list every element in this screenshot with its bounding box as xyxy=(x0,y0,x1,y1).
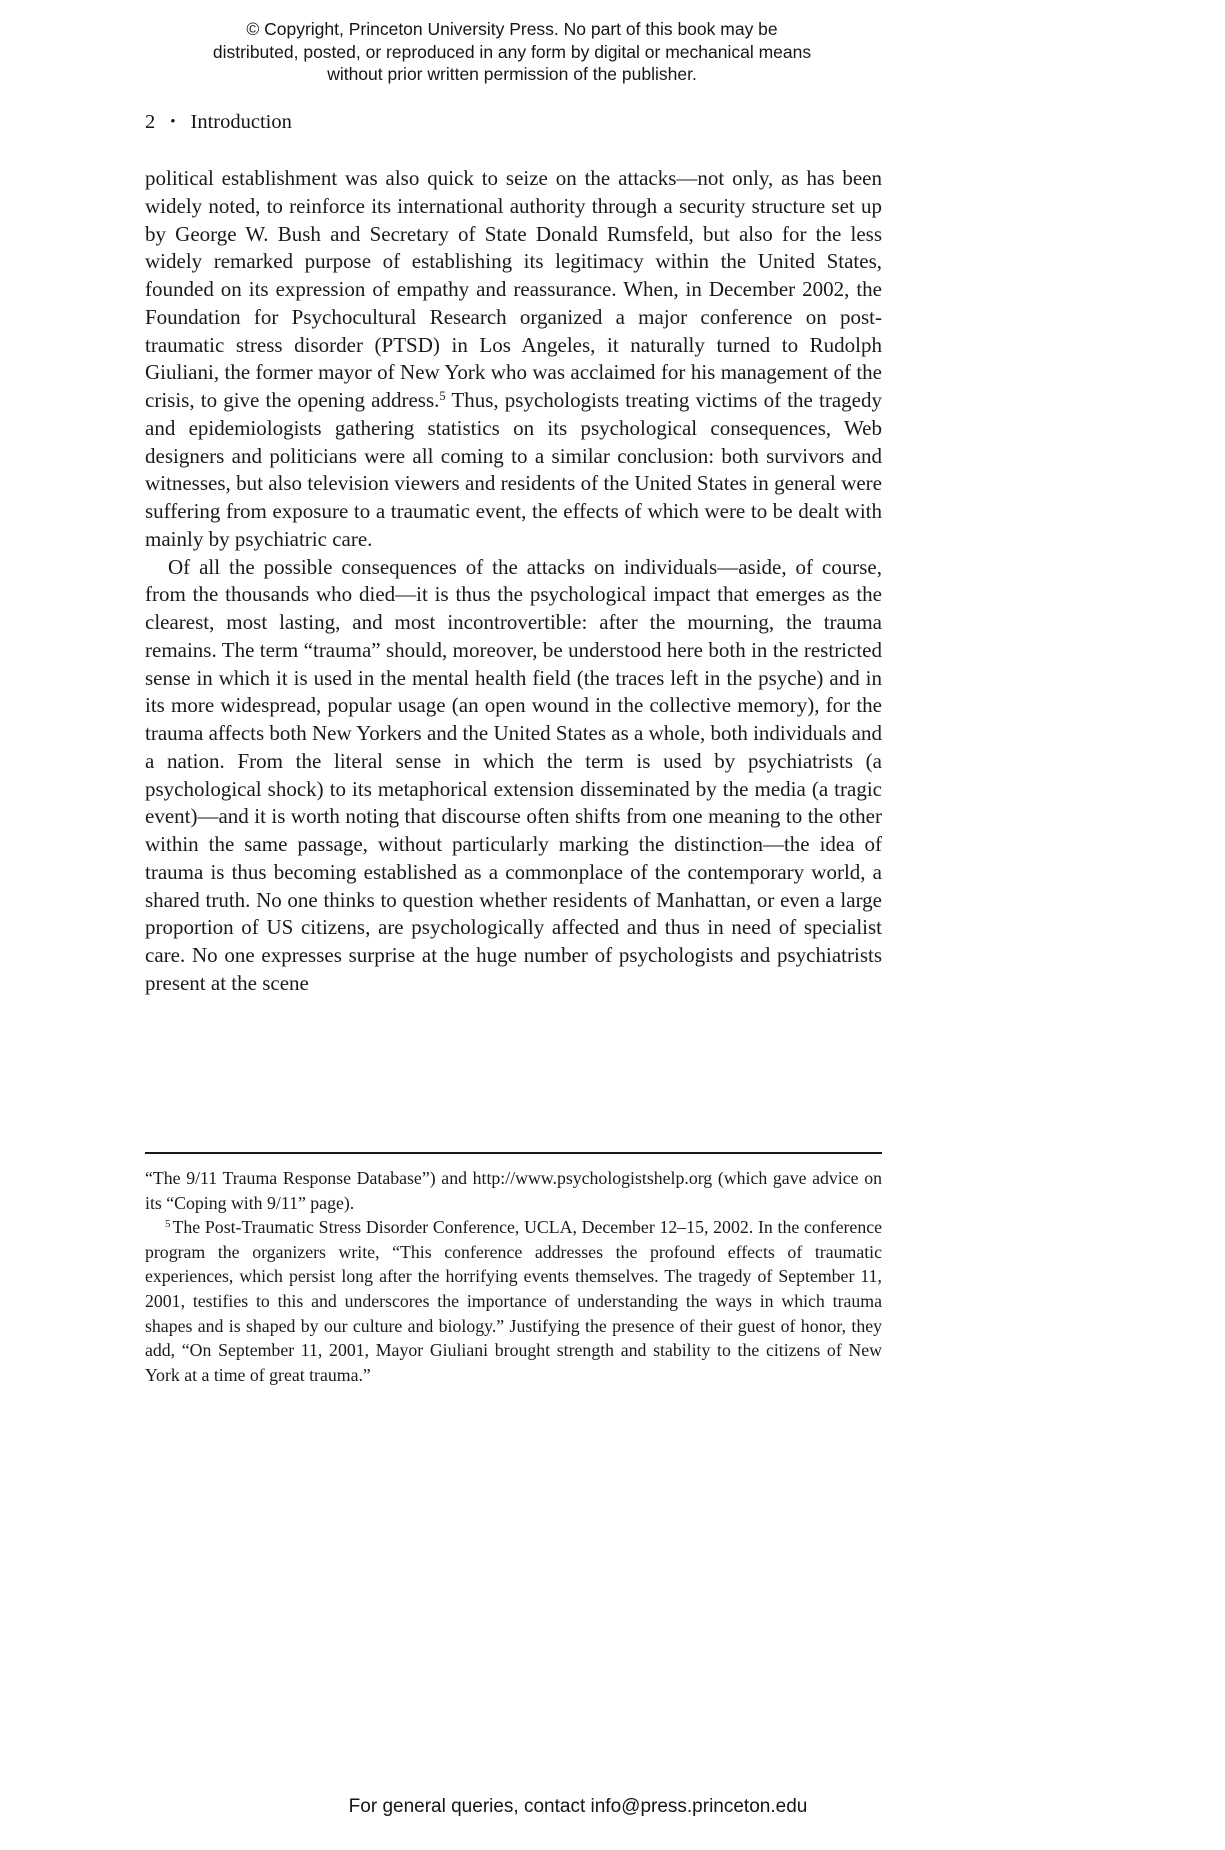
chapter-title: Introduction xyxy=(190,111,292,133)
footnote-5 xyxy=(145,1215,882,1387)
general-queries-footer: For general queries, contact info@press.princeton.edu xyxy=(348,1796,808,1817)
footnote-reference-5: 5 xyxy=(439,389,446,403)
body-text xyxy=(145,165,882,998)
running-head xyxy=(145,111,292,134)
footnotes-block xyxy=(145,1166,882,1387)
page-number: 2 xyxy=(145,111,156,133)
paragraph-1-text-before-note: political establishment was also quick to seize on the attacks—not only, as has been widely noted, to reinforce its international authority through a security structure set up by George W. Bush and Secretary of State Donald Rumsfeld, but also for the less widely remarked purpose of establishing its legitimacy within the United States, founded on its expression of empathy and reassurance. When, in December 2002, the Foundation for Psychocultural Research organized a major conference on post-traumatic stress disorder (PTSD) in Los Angeles, it naturally turned to Rudolph Giuliani, the former mayor of New York who was acclaimed for his management of the crisis, to give the opening address. xyxy=(145,166,882,412)
paragraph-1-text-after-note: Thus, psychologists treating victims of the tragedy and epidemiologists gathering statistics on its psychological consequences, Web designers and politicians were all coming to a similar conclusion: both survivors and witnesses, but also television viewers and residents of the United States in general were suffering from exposure to a traumatic event, the effects of which were to be dealt with mainly by psychiatric care. xyxy=(145,388,882,551)
footnote-5-text: The Post-Traumatic Stress Disorder Conference, UCLA, December 12–15, 2002. In the conference program the organizers write, “This conference addresses the profound effects of traumatic experiences, which persist long after the horrifying events themselves. The tragedy of September 11, 2001, testifies to this and underscores the importance of understanding the ways in which trauma shapes and is shaped by our culture and biology.” Justifying the presence of their guest of honor, they add, “On September 11, 2001, Mayor Giuliani brought strength and stability to the citizens of New York at a time of great trauma.” xyxy=(145,1217,882,1385)
copyright-notice: © Copyright, Princeton University Press. No part of this book may be distributed, posted, or reproduced in any form by digital or mechanical means without prior written permission of the publisher. xyxy=(212,19,812,84)
paragraph-1 xyxy=(145,165,882,554)
footnote-5-marker: 5 xyxy=(165,1218,171,1231)
footnote-rule xyxy=(145,1152,882,1154)
paragraph-2: Of all the possible consequences of the attacks on individuals—aside, of course, from the thousands who died—it is thus the psychological impact that emerges as the clearest, most lasting, and most incontrovertible: after the mourning, the trauma remains. The term “trauma” should, moreover, be understood here both in the restricted sense in which it is used in the mental health field (the traces left in the psyche) and in its more widespread, popular usage (an open wound in the collective memory), for the trauma affects both New Yorkers and the United States as a whole, both individuals and a nation. From the literal sense in which the term is used by psychiatrists (a psychological shock) to its metaphorical extension disseminated by the media (a tragic event)—and it is worth noting that discourse often shifts from one meaning to the other within the same passage, without particularly marking the distinction—the idea of trauma is thus becoming established as a commonplace of the contemporary world, a shared truth. No one thinks to question whether residents of Manhattan, or even a large proportion of US citizens, are psychologically affected and thus in need of specialist care. No one expresses surprise at the huge number of psychologists and psychiatrists present at the scene xyxy=(145,554,882,995)
footnote-4-continuation: “The 9/11 Trauma Response Database”) and http://www.psychologistshelp.org (which gave advice on its “Coping with 9/11” page). xyxy=(145,1168,882,1213)
running-head-bullet: • xyxy=(170,114,176,130)
